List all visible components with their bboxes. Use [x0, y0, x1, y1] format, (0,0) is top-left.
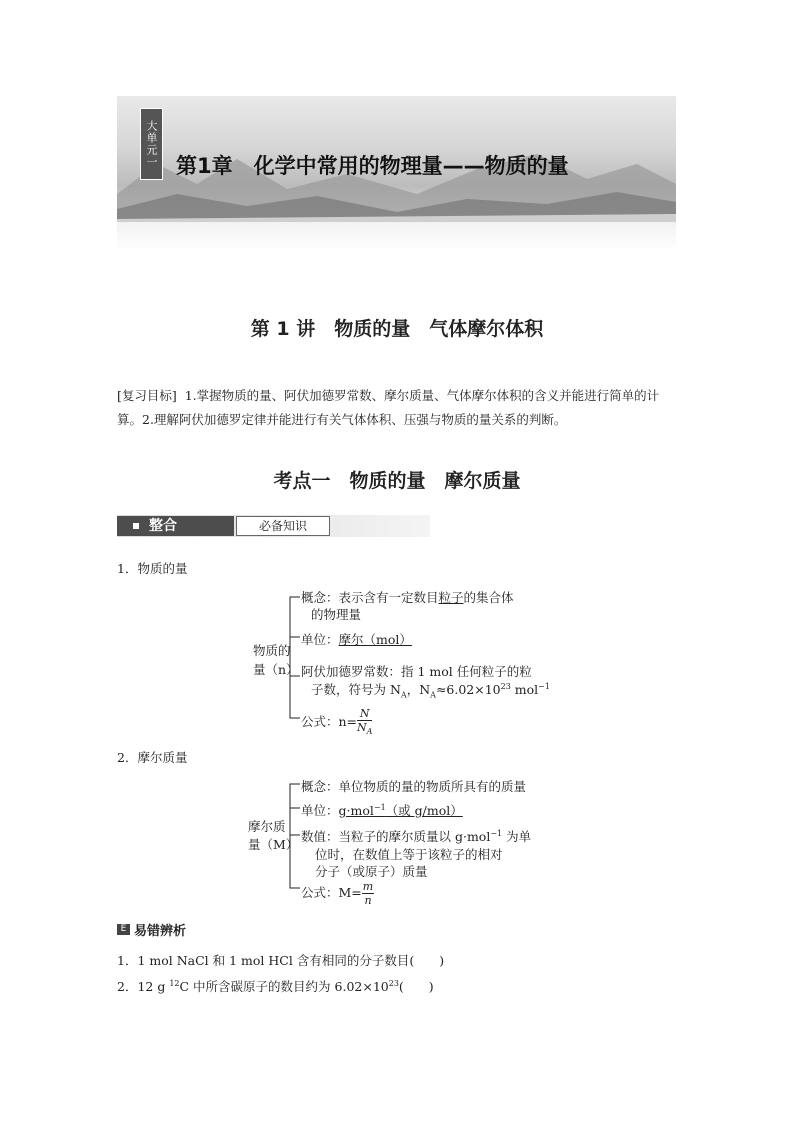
item2-value-3: 分子（或原子）质量	[315, 864, 428, 879]
item1-root-1: 物质的	[253, 643, 291, 658]
kaodian-title: 考点一 物质的量 摩尔质量	[273, 470, 521, 492]
item2-value-1: 数值：当粒子的摩尔质量以 g·mol$^{-1}$ 为单	[301, 828, 532, 844]
item1-avogadro-2: 子数，符号为 $N_A$，$N_A\approx 6.02\times 10^{23}$ mol$^{-1}$	[311, 681, 550, 700]
item2-formula: 公式：M= $\frac{m}{n}$	[301, 880, 374, 907]
item2-root-1: 摩尔质	[248, 819, 286, 834]
item2-heading: 2．摩尔质量	[117, 750, 188, 765]
item1-brace	[286, 594, 306, 724]
chapter-title: 第1章 化学中常用的物理量——物质的量	[176, 154, 569, 178]
unit-tag: 大单元一	[140, 108, 163, 180]
square-icon	[133, 523, 139, 529]
objectives-text: 1.掌握物质的量、阿伏加德罗常数、摩尔质量、气体摩尔体积的含义并能进行简单的计算。2.理解阿伏加德罗定律并能进行有关气体体积、压强与物质的量关系的判断。	[117, 388, 660, 427]
review-objectives	[117, 384, 679, 432]
fraction-m: $\frac{m}{n}$	[362, 880, 374, 907]
item1-heading: 1．物质的量	[117, 561, 188, 576]
objectives-label: [复习目标]	[117, 388, 177, 403]
error-tag-icon: E	[117, 924, 130, 935]
item1-avogadro-1: 阿伏加德罗常数：指 1 mol 任何粒子的粒	[301, 664, 532, 679]
item2-unit: 单位：g·mol$^{-1}$（或 g/mol）	[301, 802, 463, 818]
item2-concept: 概念：单位物质的量的物质所具有的质量	[301, 779, 527, 794]
error-label: 易错辨析	[134, 924, 187, 939]
fraction-n: $\frac{N}{N_A}$	[357, 707, 373, 737]
error-question-1: 1．1 mol NaCl 和 1 mol HCl 含有相同的分子数目( )	[117, 953, 445, 968]
section-label-knowledge: 必备知识	[236, 516, 330, 536]
item1-concept: 概念：表示含有一定数目粒子的集合体	[301, 590, 514, 605]
item1-formula: 公式：n= $\frac{N}{N_A}$	[301, 707, 373, 737]
item1-root-2: 量（n）	[253, 662, 299, 677]
item1-concept-2: 的物理量	[311, 607, 362, 622]
lecture-title: 第 1 讲 物质的量 气体摩尔体积	[250, 318, 544, 340]
error-question-2: 2．12 g $^{12}$C 中所含碳原子的数目约为 $6.02\times 10^{23}$( )	[117, 978, 434, 994]
banner-fade	[117, 222, 676, 252]
item2-value-2: 位时，在数值上等于该粒子的相对	[315, 847, 503, 862]
item2-root-2: 量（M）	[248, 837, 299, 852]
section-label-integrate: 整合	[117, 516, 234, 536]
item1-unit: 单位：摩尔（mol）	[301, 632, 412, 647]
